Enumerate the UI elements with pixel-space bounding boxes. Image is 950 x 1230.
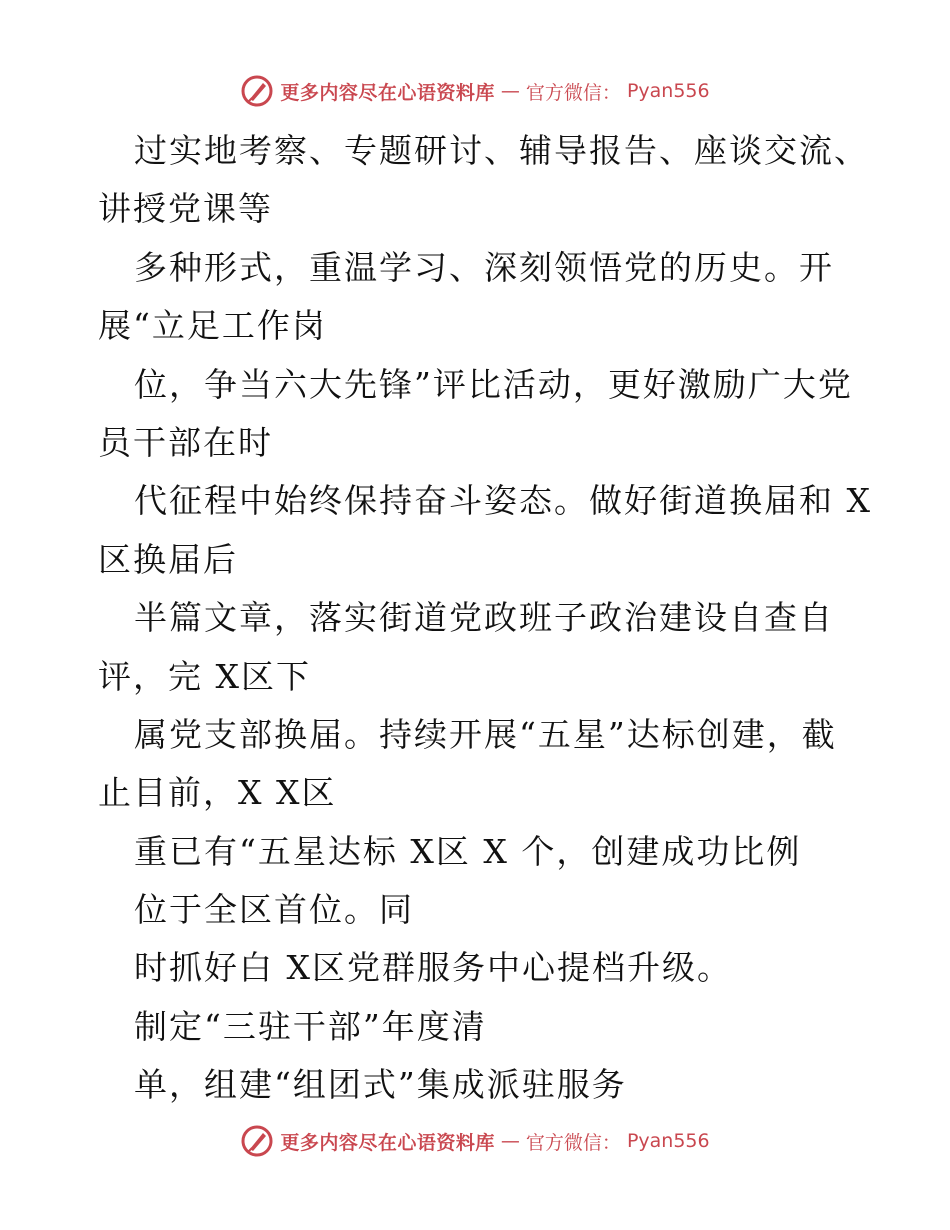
text-line: 位，争当六大先锋”评比活动，更好激励广大党 [134, 364, 853, 404]
text-line: 重已有“五星达标 X区 X 个，创建成功比例 [134, 831, 802, 871]
document-body [98, 122, 872, 1115]
text-line: 半篇文章，落实街道党政班子政治建设自查自 [134, 598, 834, 638]
watermark-id: Pyan556 [626, 80, 710, 102]
watermark-label: 官方微信： [525, 81, 621, 104]
text-line: 员干部在时 [98, 422, 273, 462]
text-line: 止目前，X X区 [98, 773, 337, 813]
text-line: 制定“三驻干部”年度清 [134, 1006, 487, 1046]
text-line: 区换届后 [98, 539, 238, 579]
feather-pen-circle-icon [240, 1124, 274, 1158]
text-line: 属党支部换届。持续开展“五星”达标创建，截 [134, 714, 837, 754]
feather-pen-circle-icon [240, 74, 274, 108]
text-line: 过实地考察、专题研讨、辅导报告、座谈交流、 [134, 131, 869, 170]
watermark-footer [0, 1124, 950, 1158]
text-line: 单，组建“组团式”集成派驻服务 [134, 1065, 627, 1105]
text-line: 时抓好白 X区党群服务中心提档升级。 [134, 948, 732, 988]
watermark-main-text: 更多内容尽在心语资料库 [280, 1131, 495, 1154]
text-line: 代征程中始终保持奋斗姿态。做好街道换届和 X [134, 481, 872, 521]
text-line: 讲授党课等 [98, 189, 273, 229]
text-line: 多种形式，重温学习、深刻领悟党的历史。开 [134, 247, 834, 287]
watermark-header [0, 74, 950, 108]
watermark-separator: — [500, 80, 520, 102]
text-line: 展“立足工作岗 [98, 306, 327, 346]
watermark-id: Pyan556 [626, 1130, 710, 1152]
text-line: 评，完 X区下 [98, 656, 311, 696]
watermark-main-text: 更多内容尽在心语资料库 [280, 81, 495, 104]
watermark-separator: — [500, 1130, 520, 1152]
text-line: 位于全区首位。同 [134, 890, 414, 930]
watermark-label: 官方微信： [525, 1131, 621, 1154]
